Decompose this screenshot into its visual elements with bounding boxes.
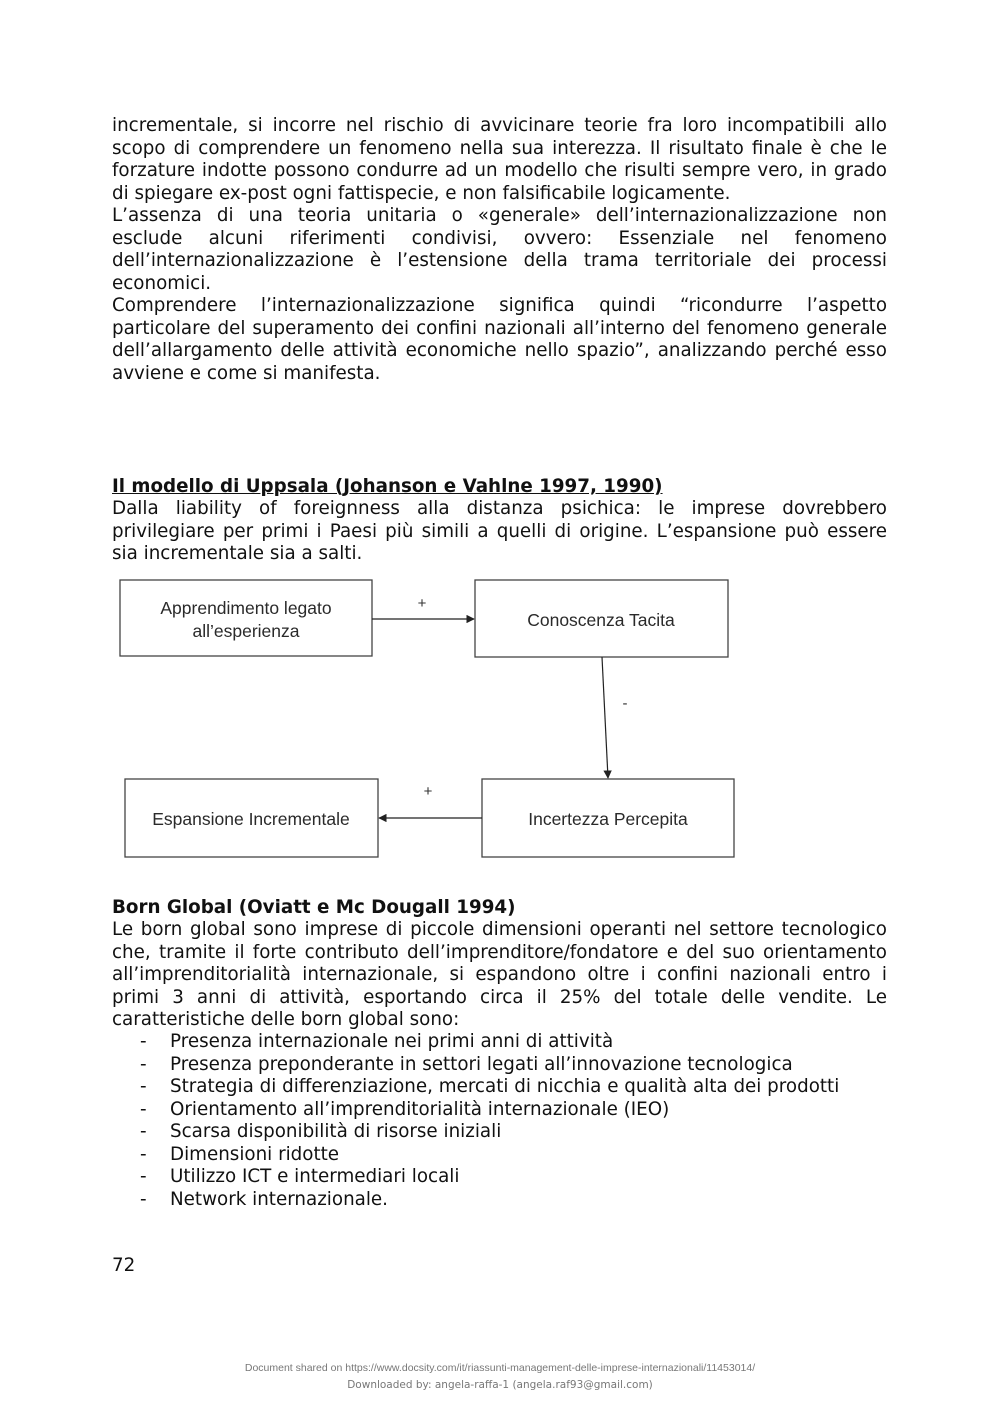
box-conoscenza-label: Conoscenza Tacita <box>527 610 675 630</box>
section-heading-born-global: Born Global (Oviatt e Mc Dougall 1994) <box>112 897 516 918</box>
list-marker: - <box>140 1188 147 1210</box>
box-incertezza <box>482 779 734 857</box>
list-item <box>140 1054 839 1077</box>
sign-negative-right: - <box>622 695 628 712</box>
body-paragraph: incrementale, si incorre nel rischio di avvicinare teorie fra loro incompatibili allo scopo di comprendere un fenomeno nella sua interezza. Il risultato finale è che le forzature indotte possono condurre ad un modello che risulti sempre vero, in grado di spiegare ex-post ogni fattispecie, e non falsificabile logicamente. <box>112 115 887 204</box>
box-espansione-label: Espansione Incrementale <box>152 809 350 829</box>
list-marker: - <box>140 1076 147 1097</box>
list-item <box>140 1031 839 1054</box>
list-marker: - <box>140 1098 147 1120</box>
born-global-characteristics-list <box>140 1031 839 1211</box>
list-marker: - <box>140 1121 147 1142</box>
body-paragraph: L’assenza di una teoria unitaria o «generale» dell’internazionalizzazione non esclude alcuni riferimenti condivisi, ovvero: Essenziale nel fenomeno dell’internazionalizzazione è l’estensione della trama territoriale dei processi economici. <box>112 205 887 294</box>
box-apprendimento-label-1: Apprendimento legato <box>160 598 332 618</box>
footer-downloaded-by: Downloaded by: angela-raffa-1 (angela.raf93@gmail.com) <box>347 1379 653 1391</box>
list-marker: - <box>140 1031 147 1052</box>
list-item <box>140 1166 839 1189</box>
uppsala-model-diagram <box>108 570 748 870</box>
list-marker: - <box>140 1053 147 1075</box>
list-item-text: Network internazionale. <box>170 1188 388 1210</box>
list-item <box>140 1099 839 1122</box>
sign-positive-bottom: + <box>423 783 433 800</box>
list-item-text: Dimensioni ridotte <box>170 1143 340 1165</box>
list-item-text: Strategia di differenziazione, mercati di nicchia e qualità alta dei prodotti <box>170 1076 840 1097</box>
list-item <box>140 1189 839 1212</box>
list-item <box>140 1144 839 1167</box>
list-item-text: Utilizzo ICT e intermediari locali <box>170 1166 460 1187</box>
box-conoscenza <box>475 580 728 657</box>
list-item-text: Scarsa disponibilità di risorse iniziali <box>170 1121 502 1142</box>
box-apprendimento <box>120 580 372 656</box>
list-item-text: Orientamento all’imprenditorialità internazionale (IEO) <box>170 1098 670 1120</box>
footer-shared-link[interactable]: Document shared on https://www.docsity.com/it/riassunti-management-delle-imprese-internazionali/11453014/ <box>244 1362 756 1374</box>
list-item-text: Presenza internazionale nei primi anni di attività <box>170 1031 614 1052</box>
box-apprendimento-label-2: all’esperienza <box>192 621 300 641</box>
page-number: 72 <box>112 1255 136 1276</box>
list-item <box>140 1121 839 1144</box>
box-espansione <box>125 779 378 857</box>
list-marker: - <box>140 1166 147 1187</box>
section-heading-uppsala: Il modello di Uppsala (Johanson e Vahlne 1997, 1990) <box>112 476 663 497</box>
body-paragraph: Comprendere l’internazionalizzazione significa quindi “ricondurre l’aspetto particolare del superamento dei confini nazionali all’interno del fenomeno generale dell’allargamento delle attività economiche nello spazio”, analizzando perché esso avviene e come si manifesta. <box>112 295 887 384</box>
uppsala-description: Dalla liability of foreignness alla distanza psichica: le imprese dovrebbero privilegiare per primi i Paesi più simili a quelli di origine. L’espansione può essere sia incrementale sia a salti. <box>112 498 887 564</box>
born-global-description: Le born global sono imprese di piccole dimensioni operanti nel settore tecnologico che, tramite il forte contributo dell’imprenditore/fondatore e del suo orientamento all’imprenditorialità internazionale, si espandono oltre i confini nazionali entro i primi 3 anni di attività, esportando circa il 25% del totale delle vendite. Le caratteristiche delle born global sono: <box>112 919 887 1030</box>
list-marker: - <box>140 1143 147 1165</box>
sign-positive-top: + <box>417 595 427 612</box>
list-item <box>140 1076 839 1099</box>
box-incertezza-label: Incertezza Percepita <box>528 809 688 829</box>
arrow-conoscenza-to-incertezza <box>602 657 608 778</box>
list-item-text: Presenza preponderante in settori legati all’innovazione tecnologica <box>170 1053 793 1075</box>
